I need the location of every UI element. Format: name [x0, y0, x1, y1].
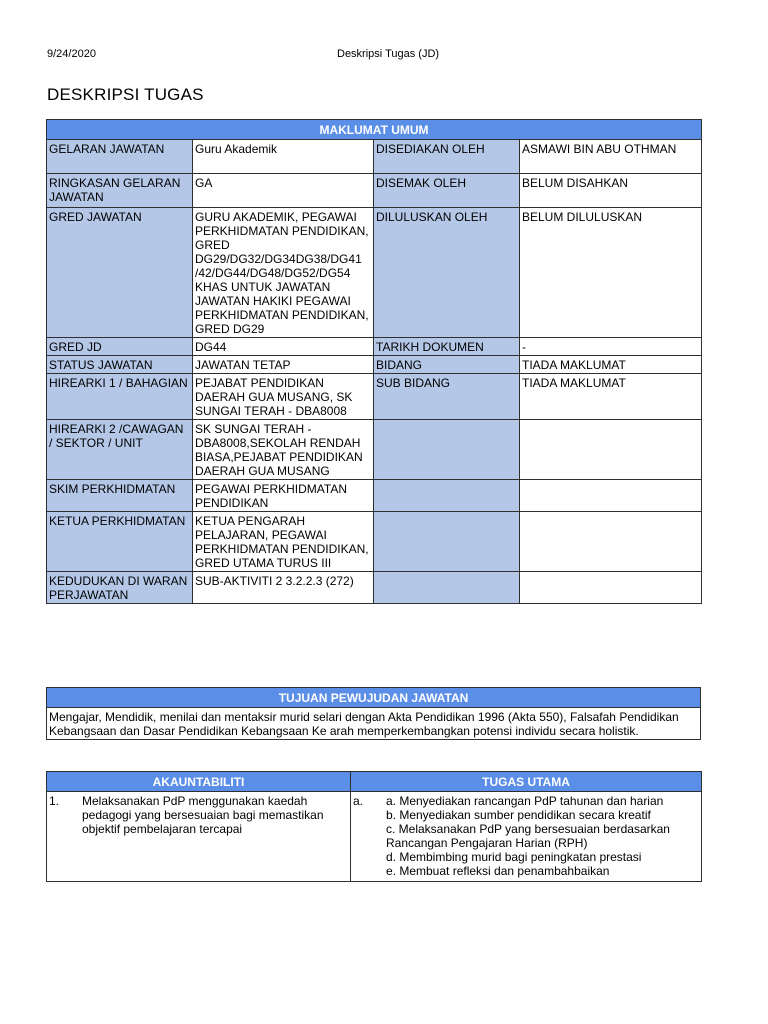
duty-list — [386, 794, 698, 878]
akauntabiliti-heading: AKAUNTABILITI — [47, 772, 351, 792]
label-gred-jd: GRED JD — [47, 338, 193, 356]
value-status-jawatan: JAWATAN TETAP — [193, 356, 374, 374]
accountability-number: 1. — [49, 794, 60, 808]
accountability-cell — [47, 792, 351, 882]
page-title: DESKRIPSI TUGAS — [47, 85, 204, 104]
empty-value-cell — [520, 420, 702, 480]
maklumat-umum-table — [46, 119, 702, 604]
value-hirearki-2: SK SUNGAI TERAH - DBA8008,SEKOLAH RENDAH BIASA,PEJABAT PENDIDIKAN DAERAH GUA MUSANG — [193, 420, 374, 480]
label-status-jawatan: STATUS JAWATAN — [47, 356, 193, 374]
empty-value-cell — [520, 572, 702, 604]
akauntabiliti-tugas-table — [46, 771, 702, 882]
value-disemak-oleh: BELUM DISAHKAN — [520, 174, 702, 208]
print-date: 9/24/2020 — [47, 48, 96, 60]
value-kedudukan-waran: SUB-AKTIVITI 2 3.2.2.3 (272) — [193, 572, 374, 604]
value-disediakan-oleh: ASMAWI BIN ABU OTHMAN — [520, 140, 702, 174]
empty-label-cell — [374, 480, 520, 512]
label-disemak-oleh: DISEMAK OLEH — [374, 174, 520, 208]
maklumat-umum-heading: MAKLUMAT UMUM — [47, 120, 702, 140]
label-hirearki-1: HIREARKI 1 / BAHAGIAN — [47, 374, 193, 420]
value-gred-jd: DG44 — [193, 338, 374, 356]
label-tarikh-dokumen: TARIKH DOKUMEN — [374, 338, 520, 356]
label-ringkasan-gelaran: RINGKASAN GELARAN JAWATAN — [47, 174, 193, 208]
value-skim-perkhidmatan: PEGAWAI PERKHIDMATAN PENDIDIKAN — [193, 480, 374, 512]
label-gred-jawatan: GRED JAWATAN — [47, 208, 193, 338]
empty-value-cell — [520, 512, 702, 572]
tujuan-text: Mengajar, Mendidik, menilai dan mentaksir murid selari dengan Akta Pendidikan 1996 (Akta 550), Falsafah Pendidikan Kebangsaan dan Dasar Pendidikan Kebangsaan Ke arah memperkembangkan potensi individu secara holistik. — [47, 708, 701, 740]
empty-value-cell — [520, 480, 702, 512]
accountability-text: Melaksanakan PdP menggunakan kaedah pedagogi yang bersesuaian bagi memastikan objektif pembelajaran tercapai — [82, 794, 324, 836]
duties-cell — [351, 792, 702, 882]
label-hirearki-2: HIREARKI 2 /CAWAGAN / SEKTOR / UNIT — [47, 420, 193, 480]
label-bidang: BIDANG — [374, 356, 520, 374]
document-name: Deskripsi Tugas (JD) — [337, 48, 440, 60]
value-hirearki-1: PEJABAT PENDIDIKAN DAERAH GUA MUSANG, SK SUNGAI TERAH - DBA8008 — [193, 374, 374, 420]
tujuan-pewujudan-table — [46, 687, 701, 740]
duty-item: c. Melaksanakan PdP yang bersesuaian berdasarkan Rancangan Pengajaran Harian (RPH) — [386, 822, 670, 850]
label-ketua-perkhidmatan: KETUA PERKHIDMATAN — [47, 512, 193, 572]
value-gelaran-jawatan: Guru Akademik — [193, 140, 374, 174]
label-skim-perkhidmatan: SKIM PERKHIDMATAN — [47, 480, 193, 512]
value-gred-jawatan: GURU AKADEMIK, PEGAWAI PERKHIDMATAN PENDIDIKAN, GRED DG29/DG32/DG34DG38/DG41 /42/DG44/DG48/DG52/DG54 KHAS UNTUK JAWATAN JAWATAN HAKIKI PEGAWAI PERKHIDMATAN PENDIDIKAN, GRED DG29 — [193, 208, 374, 338]
duty-marker: a. — [353, 794, 364, 808]
value-bidang: TIADA MAKLUMAT — [520, 356, 702, 374]
value-diluluskan-oleh: BELUM DILULUSKAN — [520, 208, 702, 338]
duty-item: a. Menyediakan rancangan PdP tahunan dan harian — [386, 794, 664, 808]
empty-label-cell — [374, 572, 520, 604]
page-header — [47, 48, 747, 62]
duty-item: b. Menyediakan sumber pendidikan secara kreatif — [386, 808, 651, 822]
label-disediakan-oleh: DISEDIAKAN OLEH — [374, 140, 520, 174]
duty-item: e. Membuat refleksi dan penambahbaikan — [386, 864, 610, 878]
duty-item: d. Membimbing murid bagi peningkatan prestasi — [386, 850, 642, 864]
empty-label-cell — [374, 420, 520, 480]
label-kedudukan-waran: KEDUDUKAN DI WARAN PERJAWATAN — [47, 572, 193, 604]
empty-label-cell — [374, 512, 520, 572]
label-gelaran-jawatan: GELARAN JAWATAN — [47, 140, 193, 174]
label-diluluskan-oleh: DILULUSKAN OLEH — [374, 208, 520, 338]
value-tarikh-dokumen: - — [520, 338, 702, 356]
label-sub-bidang: SUB BIDANG — [374, 374, 520, 420]
tugas-utama-heading: TUGAS UTAMA — [351, 772, 702, 792]
tujuan-heading: TUJUAN PEWUJUDAN JAWATAN — [47, 688, 701, 708]
value-sub-bidang: TIADA MAKLUMAT — [520, 374, 702, 420]
value-ringkasan-gelaran: GA — [193, 174, 374, 208]
value-ketua-perkhidmatan: KETUA PENGARAH PELAJARAN, PEGAWAI PERKHIDMATAN PENDIDIKAN, GRED UTAMA TURUS III — [193, 512, 374, 572]
